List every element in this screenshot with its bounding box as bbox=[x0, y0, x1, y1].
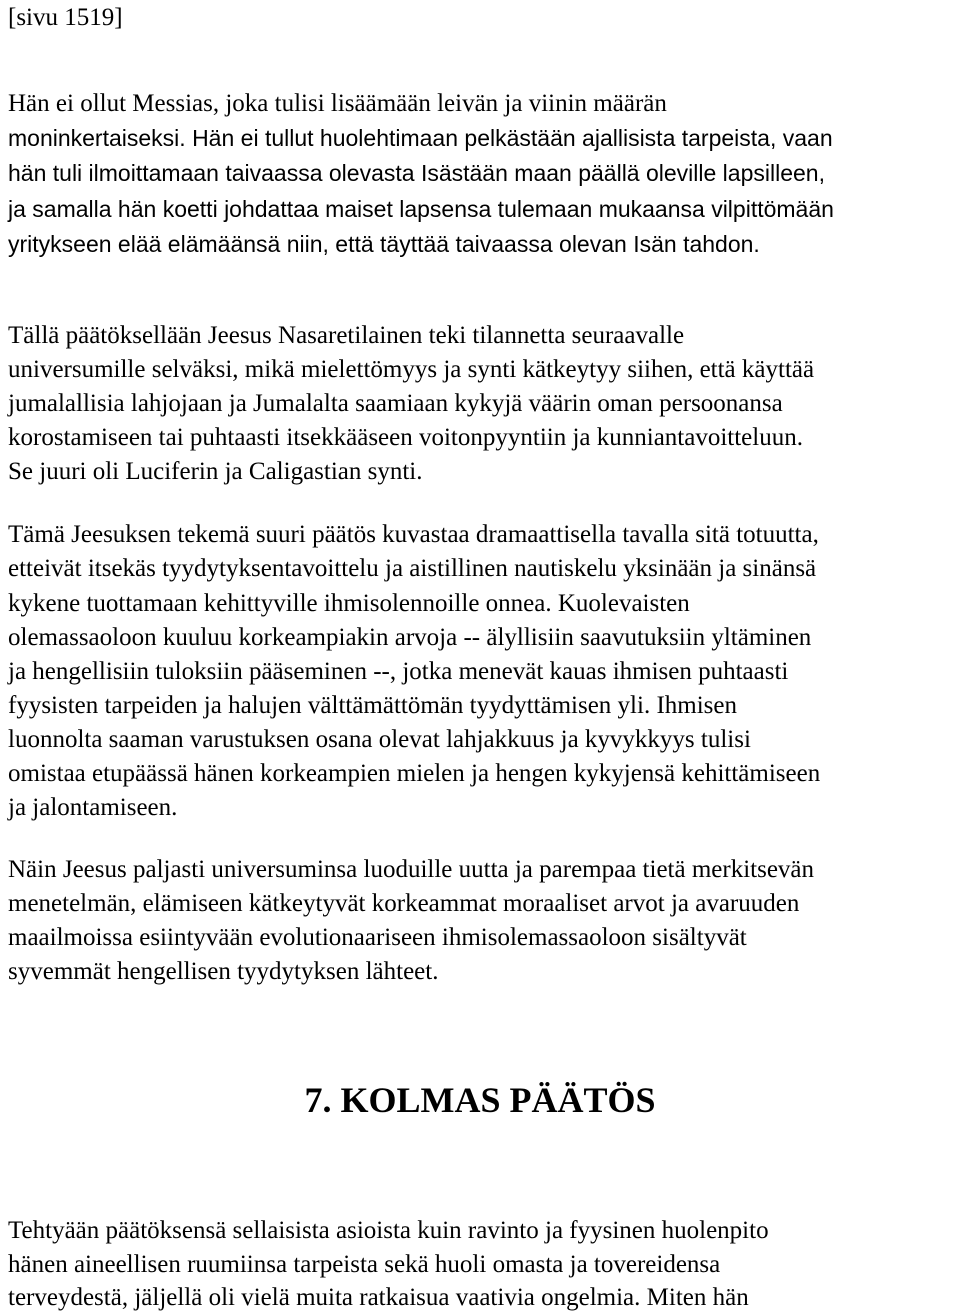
paragraph-line: terveydestä, jäljellä oli vielä muita ratkaisua vaativia ongelmia. Miten hän bbox=[8, 1284, 749, 1311]
paragraph-line: Hän ei ollut Messias, joka tulisi lisäämään leivän ja viinin määrän bbox=[8, 90, 667, 117]
paragraph-line: ja hengellisiin tuloksiin pääseminen --, jotka menevät kauas ihmisen puhtaasti bbox=[8, 658, 789, 685]
paragraph-line: Tehtyään päätöksensä sellaisista asioista kuin ravinto ja fyysinen huolenpito bbox=[8, 1217, 769, 1244]
paragraph-line: menetelmän, elämiseen kätkeytyvät korkeammat moraaliset arvot ja avaruuden bbox=[8, 890, 800, 917]
paragraph-line: etteivät itsekäs tyydytyksentavoittelu ja aistillinen nautiskelu yksinään ja sinänsä bbox=[8, 555, 817, 582]
paragraph-line: Näin Jeesus paljasti universuminsa luoduille uutta ja parempaa tietä merkitsevän bbox=[8, 856, 815, 883]
paragraph-line: Tämä Jeesuksen tekemä suuri päätös kuvastaa dramaattisella tavalla sitä totuutta, bbox=[8, 521, 819, 548]
paragraph-line: luonnolta saaman varustuksen osana olevat lahjakkuus ja kyvykkyys tulisi bbox=[8, 726, 751, 753]
paragraph-line: hänen aineellisen ruumiinsa tarpeista sekä huoli omasta ja tovereidensa bbox=[8, 1251, 721, 1278]
paragraph-line: korostamiseen tai puhtaasti itsekkääseen voitonpyyntiin ja kunniantavoitteluun. bbox=[8, 424, 803, 451]
paragraph-line: maailmoissa esiintyvään evolutionaariseen ihmisolemassaoloon sisältyvät bbox=[8, 924, 747, 951]
paragraph-line: fyysisten tarpeiden ja halujen välttämättömän tyydyttämisen yli. Ihmisen bbox=[8, 692, 737, 719]
paragraph-line: Se juuri oli Luciferin ja Caligastian synti. bbox=[8, 458, 423, 485]
section-heading: 7. KOLMAS PÄÄTÖS bbox=[304, 1080, 656, 1120]
paragraph-line: ja jalontamiseen. bbox=[8, 794, 178, 821]
paragraph-line: jumalallisia lahjojaan ja Jumalalta saamiaan kykyjä väärin oman persoonansa bbox=[8, 390, 783, 417]
paragraph-line: olemassaoloon kuuluu korkeampiakin arvoja -- älyllisiin saavutuksiin yltäminen bbox=[8, 624, 812, 651]
paragraph-line: moninkertaiseksi. Hän ei tullut huolehtimaan pelkästään ajallisista tarpeista, vaan bbox=[8, 125, 833, 151]
page-marker: [sivu 1519] bbox=[8, 4, 123, 31]
paragraph-line: universumille selväksi, mikä mielettömyys ja synti kätkeytyy siihen, että käyttää bbox=[8, 356, 815, 383]
paragraph-line: syvemmät hengellisen tyydytyksen lähteet. bbox=[8, 958, 439, 985]
paragraph-line: Tällä päätöksellään Jeesus Nasaretilainen teki tilannetta seuraavalle bbox=[8, 322, 685, 349]
paragraph-line: hän tuli ilmoittamaan taivaassa olevasta Isästään maan päällä oleville lapsilleen, bbox=[8, 160, 825, 186]
paragraph-line: kykene tuottamaan kehittyville ihmisolennoille onnea. Kuolevaisten bbox=[8, 590, 690, 617]
paragraph-line: yritykseen elää elämäänsä niin, että täyttää taivaassa olevan Isän tahdon. bbox=[8, 231, 760, 257]
paragraph-line: omistaa etupäässä hänen korkeampien mielen ja hengen kykyjensä kehittämiseen bbox=[8, 760, 821, 787]
paragraph-line: ja samalla hän koetti johdattaa maiset lapsensa tulemaan mukaansa vilpittömään bbox=[8, 196, 834, 222]
